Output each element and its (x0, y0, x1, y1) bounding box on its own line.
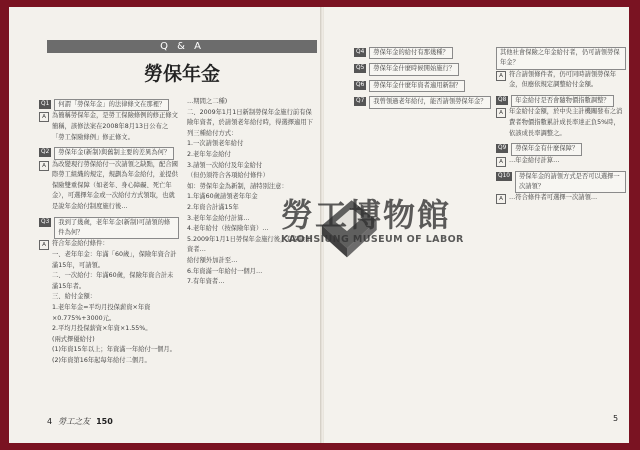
question-text: 年金給付是否會隨物價指數調整？ (511, 95, 613, 107)
question-tag: Q5 (356, 65, 365, 72)
left-question-2 (39, 217, 179, 240)
issue-number: 150 (96, 417, 113, 426)
right2-answer-5 (496, 156, 626, 167)
question-tag: Q6 (356, 81, 365, 88)
left-column-2: …期間之二種) 二、2009年1月1日新制勞保年金施行前有保險年資者，於請領老年給付時，得選擇適用下列三種給付方式： 1.一次請領老年給付 2.老年年金給付 3.請領一次給付及年金給付 （但仍須符合各項給付條件） 如：勞保年金為新制，請特別注意： 1.年滿60歲請領老年年金 2.年資合計滿15年 3.老年年金給付計算… 4.老年給付（按保險年資）… 5.2009年1月1日勞保年金施行後，有保險年資者… 給付額外加計至… 6.年資滿一年給付一個月… 7.有年資者… (187, 98, 313, 286)
question-text: 何謂「勞保年金」的法律條文在那裡？ (54, 99, 169, 111)
right2-question-6 (496, 171, 626, 194)
question-tag: Q8 (498, 97, 507, 103)
answer-text: 年金給付金額，於中央主計機關發布之消費者物價指數累計成長率達正負5%時，依該成長率調整之。 (509, 108, 623, 137)
question-tag: Q2 (41, 149, 50, 156)
question-text: 勞保年金什麼年資者適用新制？ (369, 80, 465, 92)
right2-answer-1 (496, 70, 626, 91)
question-text: 我到了幾歲，老年年金(新制)可請領的條件為何？ (54, 217, 179, 240)
question-text: 其他社會保險之年金給付者，仍可請領勞保年金？ (496, 47, 626, 70)
answer-tag: A (39, 161, 49, 171)
right1-question-1 (354, 63, 492, 75)
left-answer-2 (39, 239, 179, 366)
question-tag: Q10 (498, 172, 510, 179)
question-tag: Q1 (41, 101, 50, 107)
answer-text: 符合年金給付條件： 一、老年年金：年滿「60歲」，保險年資合計滿15年，可請領。 二、一次給付：年滿60歲，保險年資合計未滿15年者。 三、給付金額： 1.老年年金=平均月投保薪資×年資×0.775%+3000元。 2.平均月投保薪資×年資×1.55%。 (兩式擇優給付) (1)年資15年以上；年資滿一年給付一個月。 (2)年資第16年起每年給付二個月。 (52, 240, 177, 364)
right2-question-4 (496, 143, 626, 155)
question-tag: Q9 (498, 145, 507, 152)
right1-question-3 (354, 96, 492, 108)
answer-tag: A (39, 112, 49, 122)
answer-tag: A (496, 108, 506, 118)
right-column-1 (354, 43, 492, 109)
right-column-2 (496, 43, 626, 204)
left-question-1 (39, 147, 179, 159)
watermark-english: KAOHSIUNG MUSEUM OF LABOR (281, 234, 464, 245)
right1-question-0 (354, 47, 492, 59)
qa-header-bar: Q & A (47, 40, 317, 53)
right1-question-2 (354, 80, 492, 92)
right2-answer-7 (496, 193, 626, 204)
answer-tag: A (39, 240, 49, 250)
right2-answer-3 (496, 107, 626, 139)
page-footer-left (47, 416, 113, 427)
answer-tag: A (496, 157, 506, 167)
question-text: 勞保年金的請領方式是否可以選擇一次請領？ (515, 171, 626, 194)
page-title: 勞保年金 (143, 63, 220, 85)
left-answer-0 (39, 111, 179, 143)
magazine-name: 勞工之友 (58, 417, 91, 426)
question-text: 勞保年金的給付有那幾種？ (369, 47, 453, 59)
question-text: 我曾領過老年給付，能否請領勞保年金？ (369, 96, 490, 108)
answer-tag: A (496, 194, 506, 204)
answer-text: …符合條件者可選擇一次請領… (509, 194, 598, 202)
question-tag: Q4 (356, 49, 365, 55)
question-text: 勞保年金(新制)與舊制主要的差異為何？ (54, 147, 174, 159)
right2-question-2 (496, 95, 626, 107)
answer-tag: A (496, 71, 506, 81)
question-text: 勞保年金什麼時候開始施行？ (369, 63, 459, 75)
left-column-1 (39, 95, 179, 367)
question-text: 勞保年金有什麼保障？ (511, 143, 582, 155)
watermark-chinese: 勞工博物館 (281, 196, 452, 234)
answer-text: 符合請領條件者，仍可同時請領勞保年金，但應依規定調整給付金額。 (509, 70, 617, 89)
right2-question-0 (496, 47, 626, 70)
left-question-0 (39, 99, 179, 111)
question-tag: Q3 (41, 218, 50, 225)
answer-text: 為簡稱勞保年金，是勞工保險條例的修正條文簡稱，該修法案在2008年8月13日公布之「勞工保險條例」修正條文。 (52, 112, 178, 141)
answer-text: …年金給付計算… (509, 156, 560, 164)
left-answer-1 (39, 160, 179, 213)
magazine-spread (9, 7, 629, 443)
question-tag: Q7 (356, 98, 365, 105)
answer-text: 為改變現行勞保給付一次請領之缺點，配合國際勞工組織的規定，規劃為年金給付，並提供保險雙重保障（如老年、身心障礙、死亡年金），可選擇年金或一次給付方式領取，也就是說年金給付制度施行後… (52, 160, 178, 210)
page-number-right: 5 (613, 414, 619, 423)
page-number: 4 (47, 417, 53, 426)
